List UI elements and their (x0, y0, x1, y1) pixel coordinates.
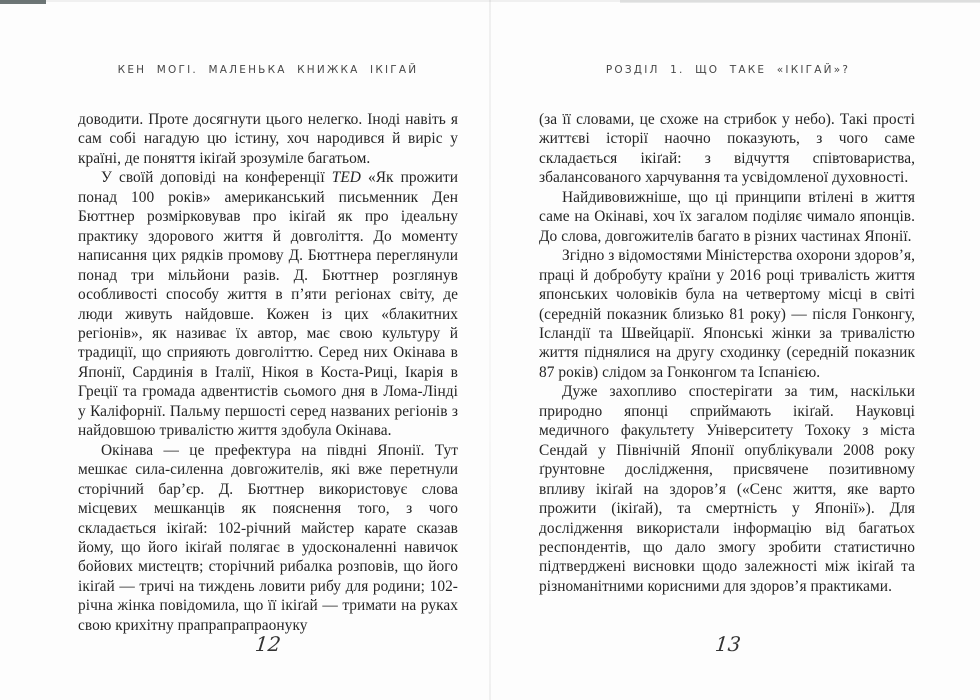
page-number-right: 13 (714, 632, 742, 656)
right-page (490, 0, 980, 700)
paragraph: (за її словами, це схоже на стрибок у небо). Такі прості життєві історії наочно показують, з чого саме складається ікіґай: з відчуття співтовариства, збалансованого харчування та усвідомленої духовності. (539, 111, 915, 187)
running-header-right: РОЗДІЛ 1. ЩО ТАКЕ «ІКІГАЙ»? (605, 64, 851, 76)
paragraph: Найдивовижніше, що ці принципи втілені в життя саме на Окінаві, хоч їх загалом поділяє чимало японців. До слова, довгожителів багато в різних частинах Японії. (539, 188, 915, 245)
italic-term: TED (331, 169, 361, 187)
right-page-body (539, 110, 915, 658)
paragraph: Дуже захопливо спостерігати за тим, наскільки природно японці сприймають ікіґай. Науковці медичного факультету Університету Тохоку з міста Сендай у Північній Японії опублікували 2008 року ґрунтовне дослідження, присвячене позитивному впливу ікіґай на здоров’я («Сенс життя, яке варто прожити (ікіґай), та смертність у Японії»). Для дослідження використали інформацію від багатьох респондентів, що дало змогу зробити статистично підтверджені висновки щодо залежності між ікіґай та різноманітними корисними для здоров’я практиками. (539, 383, 915, 595)
paragraph (78, 168, 458, 440)
paragraph: Окінава — це префектура на півдні Японії. Тут мешкає сила-силенна довгожителів, які вже перетнули сторічний бар’єр. Д. Бюттнер використовує слова місцевих мешканців як пояснення того, з чого складається ікіґай: 102-річний майстер карате сказав йому, що його ікіґай полягає в удосконаленні навичок бойових мистецтв; сторічний рибалка розповів, що його ікіґай — тричі на тиждень ловити рибу для родини; 102-річна жінка повідомила, що її ікіґай — тримати на руках свою крихітну прапрапрапраонуку (78, 441, 458, 634)
running-header-left: КЕН МОГІ. МАЛЕНЬКА КНИЖКА ІКІГАЙ (117, 64, 419, 76)
paragraph-text: У своїй доповіді на конференції (101, 169, 332, 187)
page-number-left: 12 (254, 632, 282, 656)
paragraph-text: «Як прожити понад 100 років» американський письменник Ден Бюттнер розмірковував про ікіґай як про ідеальну практику здорового життя й довголіття. До моменту написання цих рядків промову Д. Бюттнера переглянули понад три мільйони разів. Д. Бюттнер розглянув особливості способу життя в п’яти регіонах світу, де люди живуть найдовше. Кожен із цих «блакитних регіонів», як називає їх автор, має свою культуру й традиції, що сприяють довголіттю. Серед них Окінава в Японії, Сардинія в Італії, Нікоя в Коста-Риці, Ікарія в Греції та громада адвентистів сьомого дня в Лома-Лінді у Каліфорнії. Пальму першості серед названих регіонів з найдовшою тривалістю життя здобула Окінава. (78, 169, 458, 440)
paragraph: доводити. Проте досягнути цього нелегко. Іноді навіть я сам собі нагадую цю істину, хоч народився й виріс у країні, де поняття ікіґай зрозуміле багатьом. (78, 111, 458, 167)
left-page-body (78, 110, 458, 658)
paragraph: Згідно з відомостями Міністерства охорони здоров’я, праці й добробуту країни у 2016 році тривалість життя японських чоловіків була на четвертому місці в світі (середній показник близько 81 року) — після Гонконгу, Ісландії та Швейцарії. Японські жінки за тривалістю життя піднялися на другу сходинку (середній показник 87 років) слідом за Гонконгом та Іспанією. (539, 247, 915, 381)
